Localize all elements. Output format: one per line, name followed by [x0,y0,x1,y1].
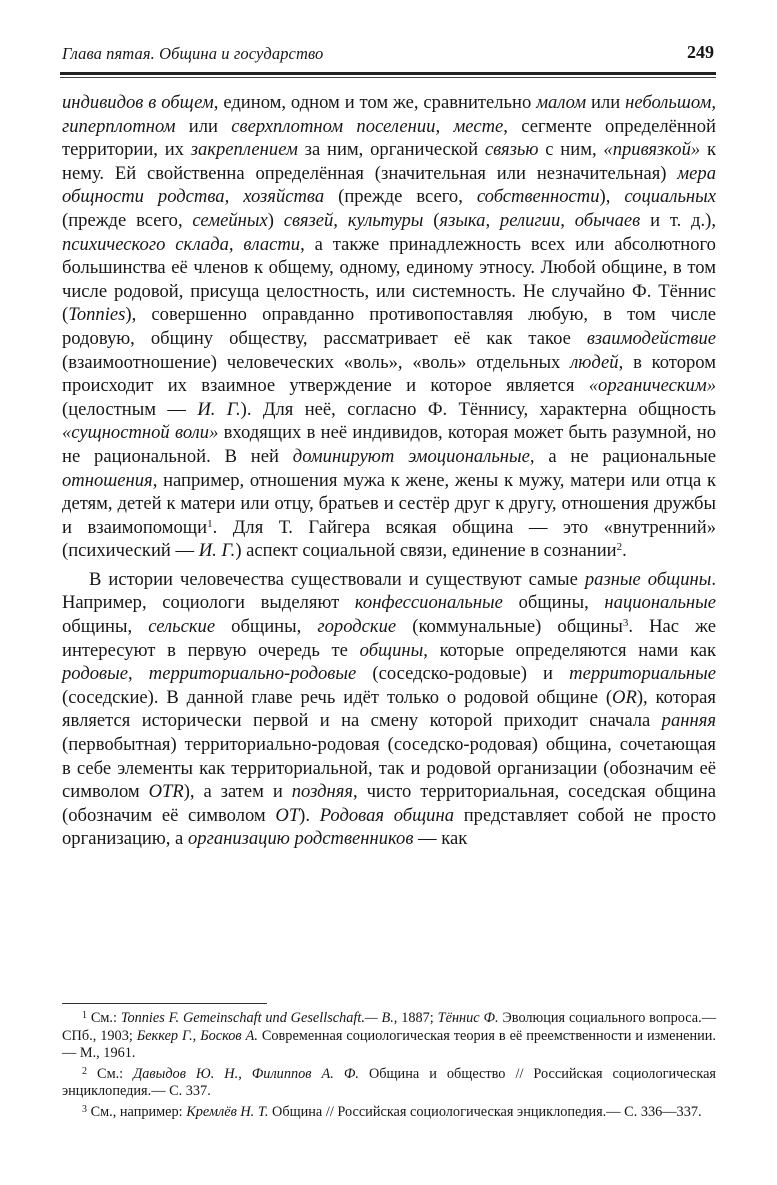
text: , а не рациональные [529,445,717,467]
running-head: Глава пятая. Община и государство [62,44,324,63]
emphasis: сельские [148,616,216,638]
emphasis: Tonnies F. Gemeinschaft und Gesellschaft.— B., [120,1010,398,1026]
text: (взаимоотношение) человеческих «воль», «воль» отдельных [62,351,571,373]
text: , едином, одном и том же, сравнительно [213,92,537,113]
text: и т. д.), [640,209,716,231]
emphasis: OTR [148,781,184,803]
text: за ним, органической [297,139,485,161]
text: 1887; [397,1010,438,1026]
footnote-mark: 2 [82,1065,87,1077]
text: ), которая является исторически первой и на смену которой приходит сначала [62,686,716,732]
emphasis: поздняя [291,781,354,803]
text: Община // Российская социологическая энциклопедия.— С. 336—337. [268,1103,702,1120]
text: (прежде всего, [62,209,193,231]
text: , в котором происходит их взаимное утверждение и которое является [62,351,716,397]
emphasis: собственности [476,186,600,208]
text: , которые определяются нами как [423,639,716,661]
text: , а также принадлежность всех или абсолютного большинства её членов к общему, одному, единому этносу. Любой общине, в том числе родовой, присуща целостность, или системность. Не случайно Ф. Тённис ( [62,233,716,326]
emphasis: Давыдов Ю. Н., Филиппов А. Ф. [133,1065,359,1082]
emphasis: индивидов в общем [62,92,214,113]
text: ), совершенно оправданно противопоставляя любую, в том числе родовую, общину обществу, рассматривает её как такое [62,304,716,349]
text: ) [267,209,284,231]
emphasis: OT [275,804,300,826]
page-header [62,42,714,68]
emphasis: Тённис Ф. [437,1010,499,1026]
text: с ним, [538,139,604,161]
text: (коммунальные) общины [396,616,623,638]
footnote-ref-1[interactable]: 1 [207,517,213,530]
text: (целостным — [62,398,198,420]
emphasis: языка, религии, обычаев [439,209,641,231]
footnote-mark: 3 [82,1103,87,1115]
emphasis: закреплением [190,139,298,161]
emphasis: разные общины [584,568,712,590]
footnote-1 [62,1010,716,1063]
emphasis: «привязкой» [603,139,701,161]
paragraph-2 [62,568,716,851]
text: (соседские). В данной главе речь идёт только о родовой общине ( [62,686,613,708]
text: к нему. Ей свойственна определённая (значительная или незначительная) [62,139,716,184]
text: Современная социологическая теория в её преемственности и изменении.— М., 1961. [62,1027,717,1062]
emphasis: «органическим» [588,375,716,397]
emphasis: семейных [192,209,268,231]
emphasis: связью [484,139,539,161]
emphasis: родовые, территориально-родовые [62,663,357,685]
text: представляет собой не просто организацию, а [62,804,717,850]
header-rule-thick [60,72,716,75]
footnote-ref-2[interactable]: 2 [616,541,623,554]
text: См.: [87,1010,121,1026]
text: ), [599,186,625,208]
text: ). [299,804,320,826]
footnote-separator [62,1003,267,1004]
text: (первобытная) территориально-родовая (соседско-родовая) община, сочетающая в себе элементы как территориальной, так и родовой организации (обозначим её символом [62,734,716,803]
emphasis: ранняя [661,710,716,732]
emphasis: Беккер Г., Босков А. [136,1027,258,1044]
text: , сегменте определённой территории, их [62,115,716,161]
text: (соседско-родовые) и [356,663,570,685]
text: — как [413,828,468,850]
paragraph-1 [62,91,716,563]
emphasis: социальных [624,186,716,208]
footnote-2 [62,1066,716,1101]
text: или [586,92,626,113]
emphasis: Кремлёв Н. Т. [186,1103,269,1120]
emphasis: И. Г. [198,540,236,562]
text: . Нас же интересуют в первую очередь те [62,616,716,661]
text: общины, [62,616,149,638]
text: . Для Т. Гайгера всякая община — это «внутренний» (психический — [62,516,716,562]
emphasis: организацию родственников [187,828,414,850]
emphasis: отношения [62,469,153,491]
emphasis: связей, культуры [283,209,424,231]
text: ) аспект социальной связи, единение в сознании [235,540,617,562]
emphasis: мера общности родства, хозяйства [62,162,716,208]
text: Эволюция социального вопроса.— СПб., 1903; [62,1010,717,1044]
text: входящих в неё индивидов, которая может быть разумной, но не рациональной. В ней [62,422,716,467]
header-rule-thin [60,77,716,78]
emphasis: «сущностной воли» [62,422,219,444]
text: (прежде всего, [324,186,477,208]
emphasis: взаимодействие [586,327,716,349]
text: . Например, социологи выделяют [62,568,716,614]
footnote-ref-3[interactable]: 3 [622,617,629,630]
emphasis: психического склада, власти [62,233,301,255]
emphasis: городские [317,616,397,638]
footnote-mark: 1 [82,1010,87,1021]
footnotes [62,1010,716,1125]
footnote-3 [62,1104,716,1122]
page-number: 249 [687,42,714,62]
emphasis: людей [570,351,619,373]
emphasis: сверхплотном поселении, месте [231,115,504,137]
text: ). Для неё, согласно Ф. Тённису, характерна общность [240,398,716,420]
emphasis: Родовая община [319,804,454,826]
emphasis: Tonnies [68,304,126,326]
emphasis: малом [536,92,587,113]
text: общины, [215,616,318,638]
text: Община и общество // Российская социологическая энциклопедия.— С. 337. [62,1065,716,1100]
emphasis: доминируют эмоциональные [292,445,530,467]
text: ), а затем и [183,781,292,803]
text: , чисто территориальная, соседская община (обозначим её символом [62,781,717,826]
emphasis: OR [612,686,637,708]
emphasis: территориальные [569,663,716,685]
text: , например, отношения мужа к жене, жены к мужу, матери или отца к детям, детей к матери или отцу, братьев и сестёр друг к другу, отношения дружбы и взаимопомощи [62,469,716,538]
emphasis: общины [359,639,424,661]
text: ( [423,209,440,231]
text: См., например: [87,1103,187,1120]
emphasis: конфессиональные [354,592,503,614]
emphasis: небольшом, гиперплотном [62,92,716,137]
body-text [62,91,716,851]
emphasis: И. Г. [197,398,241,420]
text: . [622,540,627,562]
text: или [175,115,232,137]
text: В истории человечества существовали и существуют самые [89,568,585,590]
text: См.: [87,1065,134,1082]
emphasis: национальные [604,592,716,614]
text: общины, [502,592,605,614]
